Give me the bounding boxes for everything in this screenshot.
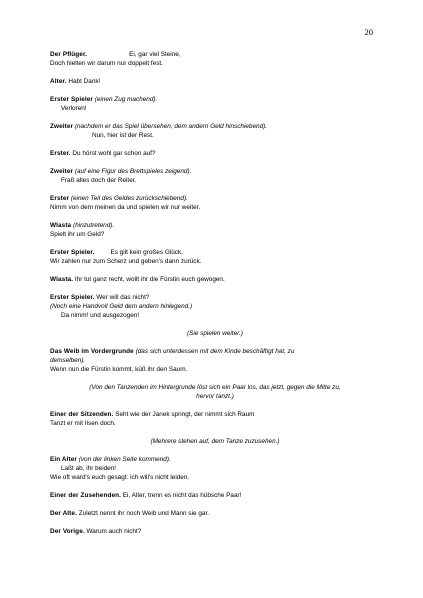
dialogue-line: Ihr tut ganz recht, wollt ihr die Fürstin euch gewogen. <box>74 276 225 283</box>
speaker-name: Erster Spieler <box>50 96 93 103</box>
dialogue-line: Fraß alles doch der Reiter. <box>61 177 137 184</box>
speaker-name: Einer der Sitzenden. <box>50 411 114 418</box>
dialogue-line: Laßt ab, ihr beiden! <box>61 465 117 472</box>
speaker-name: Wlasta <box>50 222 72 229</box>
stage-direction: (einen Teil des Geldes zurückschiebend). <box>70 195 188 202</box>
dialogue-block <box>50 275 380 284</box>
dialogue-line: Wenn nun die Fürstin kommt, küß ihr den Saum. <box>50 366 188 373</box>
speaker-name: Alter. <box>50 78 67 85</box>
speaker-name: Zweiter <box>50 123 74 130</box>
speaker-name: Erster Spieler. <box>50 294 95 301</box>
speaker-name: Erster Spieler. <box>50 249 95 256</box>
dialogue-block <box>50 455 380 482</box>
dialogue-block <box>50 77 380 86</box>
stage-direction-centered: (Mehrere stehen auf, dem Tanze zuzusehen.) <box>150 438 280 445</box>
speaker-name: Einer der Zusehenden. <box>50 492 121 499</box>
dialogue-line: Zuletzt nennt ihr noch Weib und Mann sie gar. <box>78 510 209 517</box>
speaker-name: Das Weib im Vordergrunde <box>50 348 134 355</box>
dialogue-line: Seht wie der Janek springt, der nimmt sich Raum <box>115 411 255 418</box>
dialogue-block <box>50 95 380 113</box>
dialogue-block <box>50 167 380 185</box>
stage-direction-line: (Von den Tanzenden im Hintergrunde löst sich ein Paar los, das jetzt, gegen die Mitte zu, <box>89 384 341 391</box>
stage-direction-centered <box>50 383 380 401</box>
dialogue-line: Wie oft ward's euch gesagt: ich will's nicht leiden. <box>50 474 190 481</box>
speaker-name: Erster <box>50 195 70 202</box>
page-number: 20 <box>364 27 373 37</box>
dialogue-line: Ei, gar viel Steine, <box>129 51 181 58</box>
dialogue-line: Es gilt kein großes Glück, <box>110 249 183 256</box>
dialogue-line: Doch hielten wir darum nur doppelt fest. <box>50 60 163 67</box>
dialogue-block <box>50 194 380 212</box>
dialogue-line: Wer will das nicht? <box>96 294 150 301</box>
stage-direction-centered: (Sie spielen weiter.) <box>187 330 243 337</box>
dialogue-block <box>50 293 380 320</box>
dialogue-line: Du hörst wohl gar schon auf? <box>72 150 156 157</box>
dialogue-line: Da nimm! und ausgezogen! <box>61 312 140 319</box>
dialogue-line: Ei, Alter, trenn es nicht das hübsche Paar! <box>122 492 242 499</box>
dialogue-block <box>50 509 380 518</box>
dialogue-block <box>50 122 380 140</box>
dialogue-block <box>50 527 380 536</box>
dialogue-line: Nimm von dem meinen da und spielen wir nur weiter. <box>50 204 201 211</box>
dialogue-block <box>50 50 380 68</box>
dialogue-block <box>50 491 380 500</box>
speaker-name: Zweiter <box>50 168 74 175</box>
dialogue-block <box>50 221 380 239</box>
speaker-name: Der Alte. <box>50 510 77 517</box>
stage-direction: (nachdem er das Spiel übersehen, dem andern Geld hinschiebend). <box>74 123 268 130</box>
dialogue-block <box>50 149 380 158</box>
dialogue-block <box>50 347 380 374</box>
stage-direction: (von der linken Seite kommend). <box>78 456 171 463</box>
stage-direction: (Noch eine Handvoll Geld dem andern hinlegend.) <box>50 303 193 310</box>
stage-direction: (hinzutretend). <box>72 222 115 229</box>
dialogue-block <box>50 410 380 428</box>
play-text <box>50 50 380 545</box>
dialogue-line: Warum auch nicht? <box>86 528 142 535</box>
dialogue-line: Tanzt er mit Ilsen doch. <box>50 420 116 427</box>
dialogue-line: Verloren! <box>61 105 87 112</box>
speaker-name: Ein Alter <box>50 456 77 463</box>
dialogue-line: Spielt ihr um Geld? <box>50 231 105 238</box>
dialogue-line: Nun, hier ist der Rest. <box>92 132 154 139</box>
stage-direction: demselben). <box>50 357 86 364</box>
dialogue-line: Wir zahlen nur zum Scherz und geben's dann zurück. <box>50 258 202 265</box>
stage-direction: (einen Zug machend). <box>94 96 158 103</box>
dialogue-block <box>50 248 380 266</box>
stage-direction: (das sich unterdessen mit dem Kinde beschäftigt hat, zu <box>135 348 295 355</box>
speaker-name: Wlasta. <box>50 276 74 283</box>
stage-direction: (auf eine Figur des Brettspieles zeigend). <box>74 168 192 175</box>
dialogue-line: Habt Dank! <box>68 78 101 85</box>
speaker-name: Der Pflüger. <box>50 51 88 58</box>
speaker-name: Erster. <box>50 150 71 157</box>
speaker-name: Der Vorige. <box>50 528 85 535</box>
stage-direction-line: hervor tanzt.) <box>196 393 234 400</box>
